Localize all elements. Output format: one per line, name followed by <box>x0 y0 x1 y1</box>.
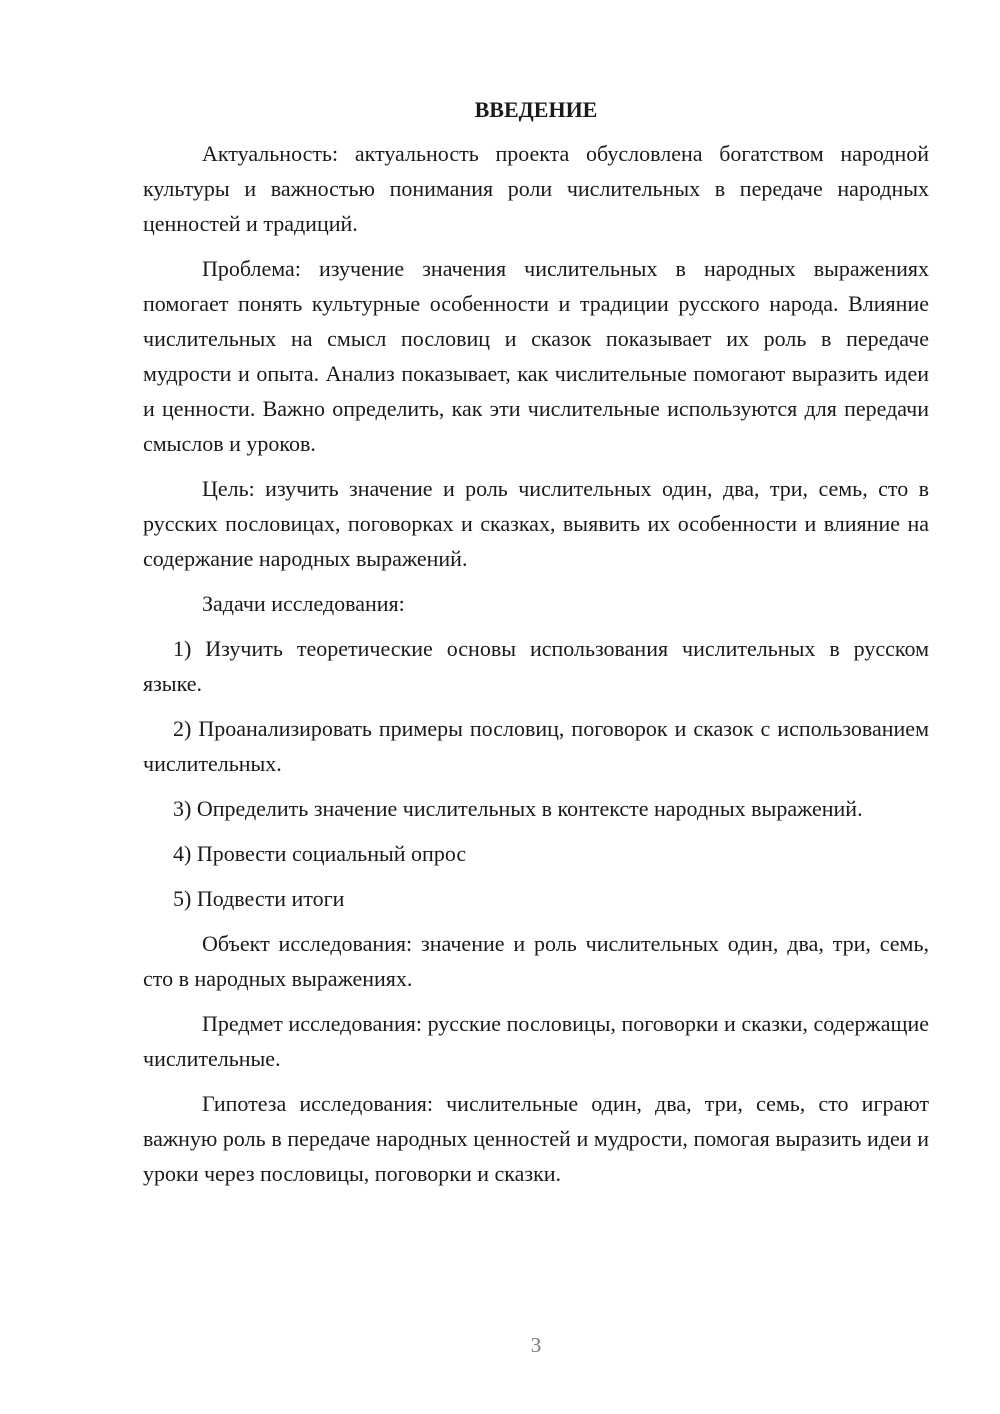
page-number: 3 <box>530 1333 542 1357</box>
task-item: 2) Проанализировать примеры пословиц, поговорок и сказок с использованием числительных. <box>143 716 929 776</box>
paragraph-subject: Предмет исследования: русские пословицы, поговорки и сказки, содержащие числительные. <box>143 1011 929 1071</box>
paragraph-object: Объект исследования: значение и роль числительных один, два, три, семь, сто в народных выражениях. <box>143 931 929 991</box>
paragraph-problem: Проблема: изучение значения числительных в народных выражениях помогает понять культурные особенности и традиции русского народа. Влияние числительных на смысл пословиц и сказок показывает их роль в передаче мудрости и опыта. Анализ показывает, как числительные помогают выразить идеи и ценности. Важно определить, как эти числительные используются для передачи смыслов и уроков. <box>143 256 929 456</box>
section-title: ВВЕДЕНИЕ <box>474 97 598 122</box>
task-item: 5) Подвести итоги <box>173 886 345 911</box>
paragraph-hypothesis: Гипотеза исследования: числительные один, два, три, семь, сто играют важную роль в передаче народных ценностей и мудрости, помогая выразить идеи и уроки через пословицы, поговорки и сказки. <box>143 1091 929 1186</box>
tasks-heading: Задачи исследования: <box>202 591 405 616</box>
task-item: 3) Определить значение числительных в контексте народных выражений. <box>173 796 863 821</box>
paragraph-goal: Цель: изучить значение и роль числительных один, два, три, семь, сто в русских пословицах, поговорках и сказках, выявить их особенности и влияние на содержание народных выражений. <box>143 476 929 571</box>
task-item: 4) Провести социальный опрос <box>173 841 467 866</box>
document-body <box>143 92 929 1201</box>
task-item: 1) Изучить теоретические основы использования числительных в русском языке. <box>143 636 929 696</box>
paragraph-relevance: Актуальность: актуальность проекта обусловлена богатством народной культуры и важностью понимания роли числительных в передаче народных ценностей и традиций. <box>143 141 929 236</box>
